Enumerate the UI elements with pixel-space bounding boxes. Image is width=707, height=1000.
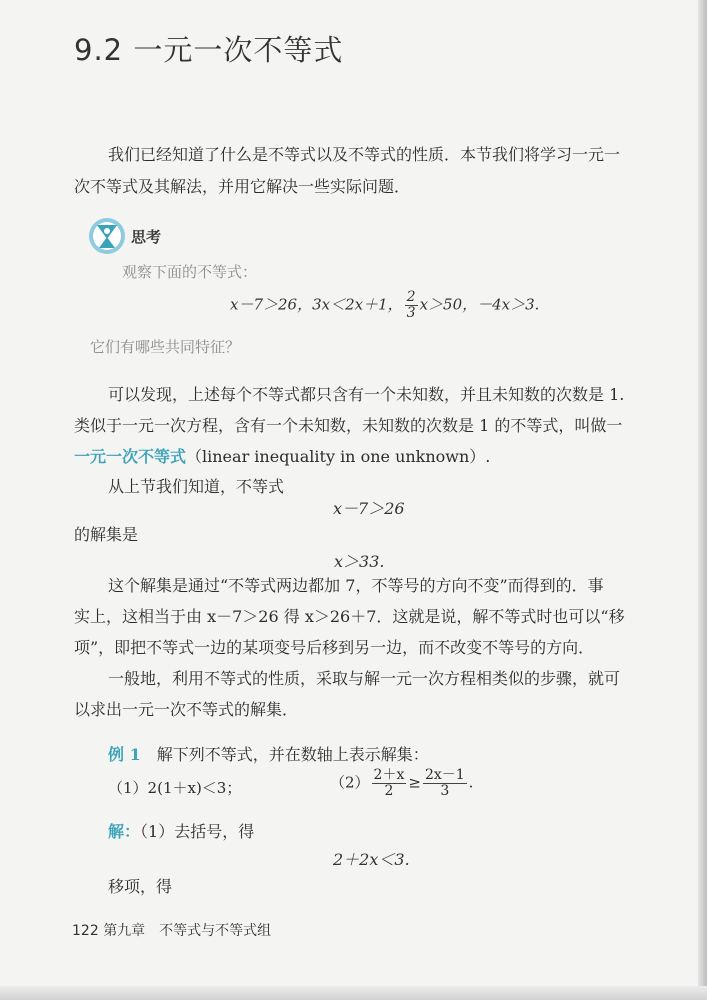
item-2-end: . [468, 773, 474, 792]
page-number: 122 [72, 923, 99, 939]
fraction-left [372, 768, 407, 799]
page-edge-shadow [698, 0, 707, 1000]
chapter-title: 第九章 不等式与不等式组 [103, 923, 272, 939]
two-thirds-fraction [405, 290, 418, 321]
equation-3: 2＋2x＜3. [333, 850, 410, 869]
key-term: 一元一次不等式 [74, 447, 187, 466]
solution-step-2: 移项，得 [108, 877, 173, 896]
intro-line-1: 我们已经知道了什么是不等式以及不等式的性质．本节我们将学习一元一 [108, 145, 621, 164]
paragraph-4-line-3: 项”，即把不等式一边的某项变号后移到另一边，而不改变不等号的方向． [74, 638, 595, 657]
inequality-part-b: x＞50，－4x＞3. [419, 295, 540, 314]
inequality-list [230, 290, 539, 321]
example-item-1: （1）2(1＋x)＜3； [108, 779, 242, 797]
term-english: （linear inequality in one unknown）. [186, 447, 491, 466]
solution-label: 解： [108, 822, 141, 841]
example-label: 例 1 [108, 745, 141, 764]
think-prompt: 观察下面的不等式： [122, 263, 258, 281]
right-numerator: 2x－1 [424, 767, 465, 783]
equation-2: x＞33. [334, 552, 385, 571]
paragraph-1-line-1: 可以发现，上述每个不等式都只含有一个未知数，并且未知数的次数是 1. [108, 385, 625, 404]
paragraph-2: 从上节我们知道，不等式 [108, 477, 285, 496]
fraction-numerator: 2 [406, 289, 416, 305]
page-bottom-shadow [0, 986, 707, 1000]
fraction-denominator: 3 [406, 305, 416, 321]
left-denominator: 2 [384, 783, 394, 799]
paragraph-1-line-3 [74, 440, 490, 473]
paragraph-1-line-2: 类似于一元一次方程，含有一个未知数，未知数的次数是 1 的不等式，叫做一 [74, 416, 623, 435]
section-title: 9.2 一元一次不等式 [74, 33, 344, 67]
paragraph-3: 的解集是 [74, 525, 139, 544]
inequality-part-a: x－7＞26，3x＜2x＋1， [230, 295, 403, 314]
intro-line-2: 次不等式及其解法，并用它解决一些实际问题． [74, 177, 411, 196]
think-label: 思考 [131, 228, 162, 246]
thinking-person-icon [88, 217, 126, 255]
equation-1: x－7＞26 [333, 499, 405, 518]
right-denominator: 3 [440, 783, 450, 799]
solution-line [108, 815, 254, 848]
left-numerator: 2＋x [373, 767, 405, 783]
example-item-2 [330, 768, 473, 799]
paragraph-4-line-1: 这个解集是通过“不等式两边都加 7，不等号的方向不变”而得到的．事 [108, 576, 604, 595]
relation-sign: ≥ [408, 773, 421, 792]
paragraph-5-line-2: 以求出一元一次不等式的解集． [74, 700, 299, 719]
paragraph-4-line-2: 实上，这相当于由 x－7＞26 得 x＞26＋7．这就是说，解不等式时也可以“移 [74, 607, 625, 626]
paragraph-5-line-1: 一般地，利用不等式的性质，采取与解一元一次方程相类似的步骤，就可 [108, 669, 621, 688]
solution-step-1: （1）去括号，得 [140, 822, 255, 841]
example-text: 解下列不等式，并在数轴上表示解集： [156, 745, 429, 764]
think-question: 它们有哪些共同特征？ [90, 338, 241, 356]
fraction-right [423, 768, 467, 799]
item-2-prefix: （2） [330, 773, 370, 792]
page-footer [72, 920, 271, 940]
